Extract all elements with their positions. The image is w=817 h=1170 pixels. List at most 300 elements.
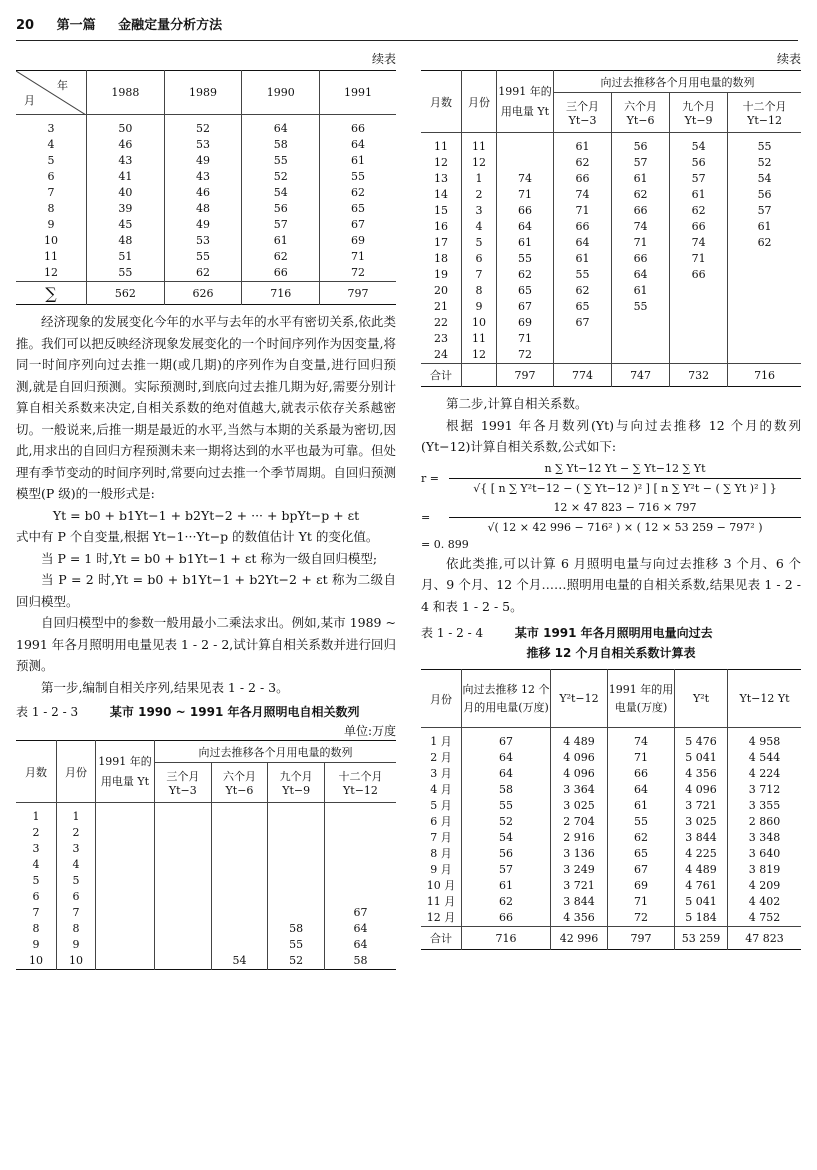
col-header: Y²t [675,670,728,728]
col-header-y: 1991 年的用电量 Yt [96,741,155,803]
table-row [421,203,801,219]
table-cell: 52 [268,953,325,970]
table-cell: 66 [608,766,675,782]
table-cell: 21 [421,299,462,315]
table-cell: 55 [612,299,670,315]
table-cell: 55 [351,170,366,183]
table-row [421,155,801,171]
col-header-monthno: 月数 [16,741,57,803]
table-row [421,299,801,315]
total-cell: 732 [670,364,728,387]
table-cell: 54 [757,172,772,185]
table-row [421,171,801,187]
table-cell: 8 月 [421,846,462,862]
table-cell [155,873,212,889]
table-cell [728,315,801,331]
table-cell: 61 [608,798,675,814]
table-cell: 55 [462,798,551,814]
table-cell: 61 [351,154,366,167]
table-cell: 66 [462,910,551,927]
table-cell [728,299,801,315]
table-cell: 4 489 [551,728,608,751]
total-cell: 716 [728,364,801,387]
table-cell: 46 [87,137,165,153]
table-cell: 65 [608,846,675,862]
table-cell [324,857,396,873]
table-cell: 62 [757,236,772,249]
table-1-2-4 [421,669,801,950]
table-row [16,201,396,217]
table-cell [670,299,728,315]
table-cell: 5 [57,873,96,889]
col-header-month: 月份 [462,71,497,133]
table-cell: 4 [462,219,497,235]
table-cell: 71 [670,251,728,267]
year-header: 1989 [164,71,242,115]
formula-r: r = [421,471,439,485]
table-cell [554,347,612,364]
table-row [421,814,801,830]
table-row [421,894,801,910]
table-cell: 5 [16,873,57,889]
total-cell [462,364,497,387]
table-cell [670,283,728,299]
table-cell: 74 [554,187,612,203]
table-cell: 3 [16,115,87,138]
table-cell: 43 [87,153,165,169]
table-cell: 10 [16,233,87,249]
lag-header: 九个月 Yt−9 [670,93,728,133]
table-cell: 61 [554,133,612,156]
table-cell [728,283,801,299]
table-cell [670,331,728,347]
table-cell: 66 [554,219,612,235]
table-row [421,219,801,235]
table-cell: 52 [164,115,242,138]
table-cell: 3 712 [748,783,781,796]
table-cell [324,889,396,905]
table-cell: 4 [57,857,96,873]
table-row [16,889,396,905]
table-cell [612,331,670,347]
correlation-formula: r = $\frac{n \sum Yt-12 Yt - \sum Yt-12 \sum Yt}{\text{√\{ [ n ∑ Y²t−12 − ( ∑ Yt−12 )² ] [ n ∑ Y²t − ( ∑ Yt )² ] \}}}$ = $\frac{12 \times 47 823 - 716 \times 797}{\text{√( 12 × 42 996 − 716² ) × ( 12 × 53 259 − 797² )}}$ = 0. 899 [421,462,801,551]
table-cell: 71 [497,187,554,203]
table-cell [155,841,212,857]
table-cell: 49 [164,153,242,169]
total-cell: 合计 [421,927,462,950]
table-row [16,921,396,937]
table-cell: 72 [608,910,675,927]
table-cell: 62 [554,155,612,171]
col-header-monthno: 月数 [421,71,462,133]
table-title-line2 [421,643,801,663]
table-cell: 6 [16,889,57,905]
table-cell: 65 [554,299,612,315]
table-1-2-2-continued [16,70,396,305]
table-cell: 24 [421,347,462,364]
table-cell [155,889,212,905]
table-cell: 58 [353,954,368,967]
corner-year: 年 [57,79,68,92]
formula-numerator-values: 12 × 47 823 − 716 × 797 [449,501,801,518]
table-cell: 64 [608,782,675,798]
table-cell: 66 [497,203,554,219]
table-cell: 7 [16,185,87,201]
table-cell: 53 [164,233,242,249]
col-header: 向过去推移 12 个月的用电量(万度) [462,670,551,728]
table-cell: 1 [16,803,57,826]
table-cell: 61 [612,171,670,187]
sum-label: ∑ [16,282,87,305]
table-cell: 2 860 [748,815,781,828]
table-cell: 54 [242,185,320,201]
table-number: 表 1 - 2 - 4 [421,626,484,640]
table-cell [554,331,612,347]
table-cell: 57 [242,217,320,233]
table-cell: 56 [612,133,670,156]
sum-cell: 626 [164,282,242,305]
table-row [16,841,396,857]
table-cell: 58 [242,137,320,153]
table-cell: 66 [554,171,612,187]
table-cell: 62 [612,187,670,203]
table-cell: 4 月 [421,782,462,798]
table-cell: 8 [462,283,497,299]
lag-header: 三个月 Yt−3 [554,93,612,133]
table-cell: 5 041 [675,750,728,766]
table-cell: 67 [351,218,366,231]
table-cell: 4 489 [675,862,728,878]
chapter-title: 金融定量分析方法 [118,18,223,33]
table-cell: 52 [242,169,320,185]
table-cell [728,251,801,267]
table-row [421,798,801,814]
table-cell [155,937,212,953]
table-cell: 74 [497,171,554,187]
table-cell: 3 355 [748,799,781,812]
col-header-y: 1991 年的用电量 Yt [497,71,554,133]
table-cell: 8 [57,921,96,937]
lag-header: 九个月 Yt−9 [268,763,325,803]
body-paragraph: 经济现象的发展变化今年的水平与去年的水平有密切关系,依此类推。我们可以把反映经济现象发展变化的一个时间序列作为因变量,将同一时间序列向过去推一期(或几期)的序列作为自变量,进行回归预测,就是自回归预测。实际预测时,到底向过去推几期为好,需要分别计算自相关系数来决定,自相关系数的绝对值越大,就表示依存关系越密切。一般说来,后推一期是最近的水平,当然与本期的关系最为密切,因此,用求出的自回归方程预测未来一期将达到的水平也最为可靠。但处理有季节变动的时间序列时,常要向过去推一个季节周期。自回归预测模型(P 级)的一般形式是: [16,314,396,501]
table-row [16,265,396,282]
table-row [16,153,396,169]
table-row [421,846,801,862]
part-label: 第一篇 [56,18,96,33]
table-cell: 55 [757,140,772,153]
table-cell: 3 844 [675,830,728,846]
table-cell: 5 041 [675,894,728,910]
table-cell: 64 [353,922,368,935]
corner-month: 月 [24,94,35,107]
table-row [16,169,396,185]
table-cell: 62 [554,283,612,299]
body-paragraph: 第一步,编制自相关序列,结果见表 1 - 2 - 3。 [41,679,289,695]
table-cell: 55 [608,814,675,830]
table-cell: 4 209 [748,879,781,892]
total-cell: 42 996 [551,927,608,950]
table-cell: 64 [242,115,320,138]
table-cell: 66 [242,265,320,282]
table-cell: 50 [87,115,165,138]
table-cell: 4 096 [551,766,608,782]
table-cell: 6 [16,169,87,185]
table-cell: 9 [462,299,497,315]
table-cell: 4 096 [675,782,728,798]
table-row [16,825,396,841]
table-cell: 71 [612,235,670,251]
table-row [421,133,801,156]
total-cell: 797 [497,364,554,387]
table-cell [96,841,155,857]
table-cell: 66 [612,251,670,267]
sum-cell: 562 [87,282,165,305]
table-cell: 2 916 [551,830,608,846]
table-cell: 10 [57,953,96,970]
year-header: 1988 [87,71,165,115]
table-cell: 61 [670,187,728,203]
table-cell [670,315,728,331]
table-cell: 69 [497,315,554,331]
formula-result: = 0. 899 [421,537,469,551]
table-cell: 14 [421,187,462,203]
table-cell: 3 [16,841,57,857]
table-cell: 61 [612,283,670,299]
table-cell: 12 [421,155,462,171]
table-cell: 52 [757,156,772,169]
table-cell: 2 704 [551,814,608,830]
table-cell [96,857,155,873]
table-1-2-3 [16,740,396,970]
table-row [421,347,801,364]
table-cell: 13 [421,171,462,187]
table-cell: 64 [612,267,670,283]
table-cell: 58 [462,782,551,798]
table-cell: 16 [421,219,462,235]
table-cell: 56 [462,846,551,862]
table-cell: 11 [462,331,497,347]
table-cell: 62 [608,830,675,846]
table-cell: 65 [351,202,366,215]
table-cell: 54 [670,133,728,156]
table-cell: 17 [421,235,462,251]
table-cell: 56 [242,201,320,217]
table-row [421,728,801,751]
table-row [16,953,396,970]
table-cell: 67 [608,862,675,878]
running-header [16,14,798,41]
table-cell: 3 [57,841,96,857]
table-cell: 3 [462,203,497,219]
table-cell [324,873,396,889]
formula-numerator: n ∑ Yt−12 Yt − ∑ Yt−12 ∑ Yt [449,462,801,479]
table-row [421,331,801,347]
table-cell: 3 249 [551,862,608,878]
table-cell: 55 [497,251,554,267]
table-cell: 3 月 [421,766,462,782]
table-cell: 2 月 [421,750,462,766]
table-cell: 4 958 [748,735,781,748]
body-paragraph: 依此类推,可以计算 6 月照明电量与向过去推移 3 个月、6 个月、9 个月、12 个月……照明用电量的自相关系数,结果见表 1 - 2 - 4 和表 1 - 2 - 5。 [421,555,801,614]
table-cell: 54 [462,830,551,846]
table-cell: 61 [242,233,320,249]
table-cell: 7 [16,905,57,921]
table-cell: 54 [211,953,268,970]
table-cell: 4 [16,137,87,153]
table-cell: 22 [421,315,462,331]
table-cell: 74 [612,219,670,235]
table-cell: 69 [608,878,675,894]
table-cell: 55 [87,265,165,282]
table-cell: 3 721 [551,878,608,894]
table-cell: 12 [462,347,497,364]
table-caption: 某市 1991 年各月照明用电量向过去 [514,626,713,640]
table-cell [497,155,554,171]
table-cell: 66 [670,267,728,283]
table-cell: 10 [462,315,497,331]
year-header: 1991 [320,71,396,115]
table-cell: 11 [421,133,462,156]
table-cell: 57 [462,862,551,878]
table-cell: 4 544 [748,751,781,764]
table-cell: 53 [164,137,242,153]
table-title [16,702,396,722]
table-cell: 57 [670,171,728,187]
table-cell: 1 月 [421,728,462,751]
table-cell: 15 [421,203,462,219]
lag-header: 十二个月 Yt−12 [728,93,801,133]
table-cell: 12 [16,265,87,282]
table-cell: 72 [497,347,554,364]
table-cell: 6 [57,889,96,905]
table-cell [155,803,212,826]
table-cell: 11 [462,133,497,156]
table-cell: 9 [16,937,57,953]
table-cell [268,889,325,905]
table-cell [324,803,396,826]
table-cell [268,803,325,826]
table-cell [211,937,268,953]
table-cell [96,873,155,889]
total-cell: 774 [554,364,612,387]
table-row [421,766,801,782]
table-cell: 4 356 [551,910,608,927]
lag-header: 六个月 Yt−6 [612,93,670,133]
table-cell: 9 月 [421,862,462,878]
table-cell: 62 [164,265,242,282]
right-column [421,48,801,950]
table-cell [268,905,325,921]
table-cell: 52 [462,814,551,830]
table-cell: 4 [16,857,57,873]
table-cell: 3 348 [748,831,781,844]
table-cell [211,803,268,826]
table-cell [211,857,268,873]
table-cell: 74 [670,235,728,251]
table-cell: 55 [164,249,242,265]
table-cell: 1 [57,803,96,826]
table-cell [96,825,155,841]
table-cell: 72 [351,266,366,279]
table-cell: 40 [87,185,165,201]
table-cell [268,841,325,857]
table-row [16,249,396,265]
table-cell [96,937,155,953]
table-cell [324,825,396,841]
table-cell: 56 [670,155,728,171]
col-group-header: 向过去推移各个月用电量的数列 [155,741,397,763]
table-cell: 11 [16,249,87,265]
table-row [16,873,396,889]
continued-label: 续表 [776,52,801,66]
table-cell: 18 [421,251,462,267]
table-cell [612,315,670,331]
lag-header: 六个月 Yt−6 [211,763,268,803]
table-cell [612,347,670,364]
corner-header [16,71,87,115]
total-cell: 747 [612,364,670,387]
table-cell: 64 [497,219,554,235]
table-row [16,937,396,953]
table-cell [155,905,212,921]
table-caption: 某市 1990 ~ 1991 年各月照明电自相关数列 [109,705,360,719]
col-header: Yt−12 Yt [728,670,802,728]
total-cell: 47 823 [728,927,802,950]
table-row [421,315,801,331]
table-cell: 67 [497,299,554,315]
table-row [421,830,801,846]
table-cell [96,889,155,905]
body-paragraph: 第二步,计算自相关系数。 [446,396,588,411]
table-cell: 71 [351,250,366,263]
table-cell: 5 月 [421,798,462,814]
table-cell: 64 [554,235,612,251]
table-row [16,233,396,249]
table-row [421,235,801,251]
table-cell: 57 [757,204,772,217]
table-cell: 71 [497,331,554,347]
table-row [421,251,801,267]
sum-cell: 716 [242,282,320,305]
body-paragraph: 根据 1991 年各月数列(Yt)与向过去推移 12 个月的数列(Yt−12)计算自相关系数,公式如下: [421,417,801,454]
table-cell: 23 [421,331,462,347]
table-cell: 71 [608,750,675,766]
formula-denominator: √{ [ n ∑ Y²t−12 − ( ∑ Yt−12 )² ] [ n ∑ Y²t − ( ∑ Yt )² ] } [473,481,777,495]
table-cell: 67 [462,728,551,751]
table-row [16,185,396,201]
table-cell [155,921,212,937]
model-equation: Yt = b0 + b1Yt−1 + b2Yt−2 + ··· + bpYt−p + εt [52,507,360,523]
table-cell: 64 [462,766,551,782]
table-cell: 7 [57,905,96,921]
table-cell: 5 [16,153,87,169]
table-row [421,283,801,299]
table-cell: 55 [554,267,612,283]
table-cell: 3 025 [551,798,608,814]
table-cell [211,921,268,937]
table-cell: 2 [16,825,57,841]
table-cell: 62 [462,894,551,910]
table-cell: 62 [242,249,320,265]
table-cell: 48 [164,201,242,217]
table-row [16,857,396,873]
table-cell [728,267,801,283]
table-cell [211,825,268,841]
table-cell [728,347,801,364]
table-cell: 74 [608,728,675,751]
table-cell [155,825,212,841]
table-cell [211,873,268,889]
